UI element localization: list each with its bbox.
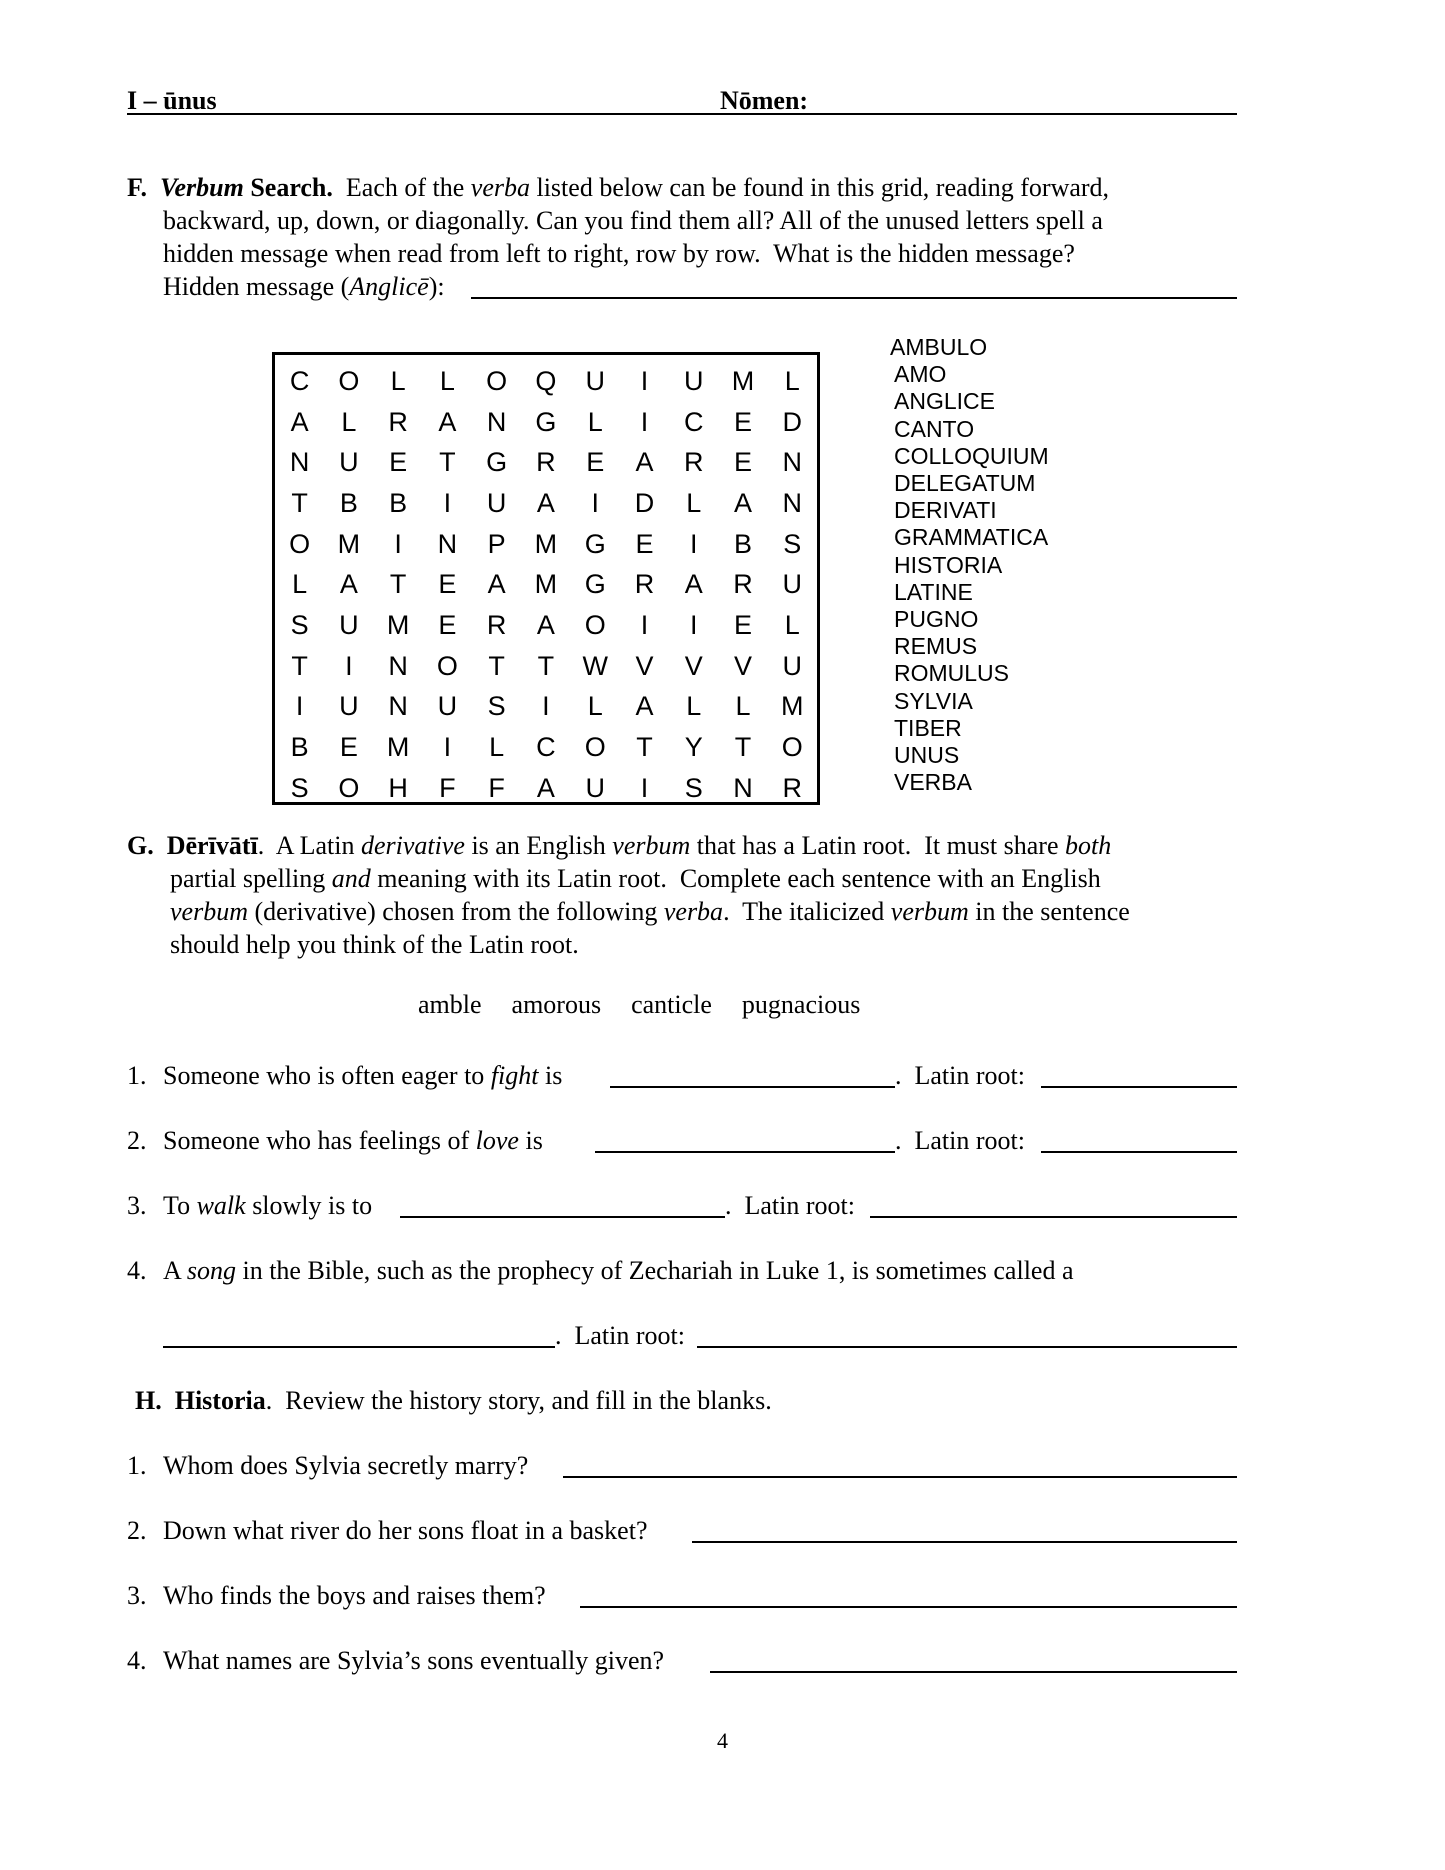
grid-cell[interactable]: N [289, 447, 310, 478]
grid-cell[interactable]: L [489, 732, 505, 763]
question-italic: walk [196, 1191, 246, 1220]
latin-root-label: Latin root: [914, 1061, 1025, 1090]
grid-cell[interactable]: M [337, 528, 361, 559]
grid-cell[interactable]: I [689, 528, 698, 559]
derivative-choice: pugnacious [741, 990, 861, 1019]
question-number: 3. [127, 1581, 147, 1610]
h-answer-2-blank[interactable] [692, 1541, 1237, 1543]
grid-cell[interactable]: L [686, 487, 702, 518]
grid-cell[interactable]: I [640, 772, 649, 803]
grid-cell[interactable]: I [640, 406, 649, 437]
question-text: What names are Sylvia’s sons eventually given? [163, 1646, 665, 1675]
grid-cell[interactable]: F [488, 772, 505, 803]
section-h-letter: H. [135, 1386, 162, 1415]
grid-cell[interactable]: E [635, 528, 654, 559]
grid-cell[interactable]: Y [684, 732, 703, 763]
grid-cell[interactable]: U [339, 691, 359, 722]
question-text: Down what river do her sons float in a basket? [163, 1516, 648, 1545]
grid-cell[interactable]: M [731, 365, 755, 396]
section-g-text: meaning with its Latin root. Complete each sentence with an English [370, 864, 1101, 893]
word-list-item: VERBA [894, 769, 972, 796]
grid-cell[interactable]: T [439, 447, 456, 478]
word-list-item: HISTORIA [894, 551, 1003, 578]
section-g-line2 [170, 862, 1101, 895]
grid-cell[interactable]: U [339, 609, 359, 640]
grid-cell[interactable]: D [782, 406, 803, 437]
word-list-item: GRAMMATICA [894, 524, 1049, 551]
section-g-text: in the sentence [968, 897, 1130, 926]
grid-cell[interactable]: T [389, 569, 407, 600]
grid-cell[interactable]: O [486, 365, 508, 396]
section-g-line1 [127, 829, 1111, 862]
word-list-item: DELEGATUM [894, 470, 1036, 497]
grid-cell[interactable]: L [784, 365, 800, 396]
question-text: Someone who is often eager to [163, 1061, 491, 1090]
grid-cell[interactable]: C [536, 732, 556, 763]
question-italic: fight [490, 1061, 539, 1090]
grid-cell[interactable]: S [290, 772, 309, 803]
grid-cell[interactable]: E [389, 447, 408, 478]
g-question-4 [127, 1254, 1074, 1287]
grid-row [275, 524, 817, 565]
grid-cell[interactable]: V [684, 650, 703, 681]
grid-cell[interactable]: M [781, 691, 804, 722]
grid-cell[interactable]: A [339, 569, 358, 600]
grid-cell[interactable]: S [684, 772, 703, 803]
question-number: 4. [127, 1256, 147, 1285]
grid-cell[interactable]: R [634, 569, 655, 600]
grid-cell[interactable]: I [640, 365, 649, 396]
period: . [555, 1321, 562, 1350]
hidden-message-label [163, 270, 445, 303]
g-answer-1-blank[interactable] [610, 1086, 895, 1088]
section-g-line4: should help you think of the Latin root. [170, 930, 579, 959]
grid-cell[interactable]: I [394, 528, 402, 559]
grid-cell[interactable]: H [388, 772, 408, 803]
grid-cell[interactable]: O [436, 650, 458, 681]
g-q1-root-label [895, 1059, 1025, 1092]
grid-cell[interactable]: O [338, 365, 360, 396]
question-text: A [163, 1256, 187, 1285]
word-search-grid [272, 352, 820, 805]
grid-cell[interactable]: U [339, 447, 359, 478]
grid-cell[interactable]: T [488, 650, 505, 681]
period: . [895, 1126, 902, 1155]
g-question-3 [127, 1189, 379, 1222]
word-list-item: SYLVIA [894, 687, 973, 714]
grid-cell[interactable]: U [437, 691, 458, 722]
header-rule [127, 113, 1237, 115]
grid-cell[interactable]: E [438, 609, 457, 640]
g-root-2-blank[interactable] [1041, 1151, 1237, 1153]
grid-cell[interactable]: C [289, 365, 310, 396]
section-g-italic: derivative [360, 831, 465, 860]
grid-cell[interactable]: S [487, 691, 506, 722]
grid-cell[interactable]: L [587, 691, 603, 722]
word-list-item: AMO [894, 361, 947, 388]
h-question-4 [127, 1644, 664, 1677]
section-g-italic: verbum [612, 831, 691, 860]
period: . [895, 1061, 902, 1090]
section-h-title: Historia [174, 1386, 266, 1415]
grid-cell[interactable]: O [338, 772, 360, 803]
derivative-choice: canticle [631, 990, 712, 1019]
grid-cell[interactable]: M [386, 609, 410, 640]
grid-cell[interactable]: E [586, 447, 605, 478]
h-question-2 [127, 1514, 647, 1547]
section-f-text: Each of the [332, 173, 471, 202]
grid-cell[interactable]: I [591, 487, 599, 518]
word-list-item: LATINE [894, 578, 973, 605]
grid-cell[interactable]: A [290, 406, 309, 437]
section-g-italic: verbum [890, 897, 969, 926]
grid-cell[interactable]: S [290, 609, 309, 640]
word-list-item: AMBULO [890, 334, 988, 360]
g-answer-2-blank[interactable] [595, 1151, 895, 1153]
grid-cell[interactable]: E [733, 447, 752, 478]
section-g-italic: and [331, 864, 371, 893]
grid-cell[interactable]: W [582, 650, 608, 681]
grid-cell[interactable]: I [689, 609, 698, 640]
question-number: 1. [127, 1451, 147, 1480]
grid-cell[interactable]: F [439, 772, 456, 803]
g-answer-4-blank[interactable] [163, 1346, 555, 1348]
latin-root-label: Latin root: [914, 1126, 1025, 1155]
header-name-label: Nōmen: [720, 86, 809, 115]
question-text: is [518, 1126, 550, 1155]
word-list-item: DERIVATI [894, 497, 997, 524]
g-answer-3-blank[interactable] [400, 1216, 725, 1218]
grid-cell[interactable]: V [733, 650, 752, 681]
grid-cell[interactable]: M [534, 528, 558, 559]
question-text: Whom does Sylvia secretly marry? [163, 1451, 529, 1480]
g-root-3-blank[interactable] [870, 1216, 1237, 1218]
section-g-italic: both [1065, 831, 1112, 860]
grid-cell[interactable]: U [683, 365, 704, 396]
grid-row [275, 687, 817, 728]
question-number: 3. [127, 1191, 147, 1220]
h-answer-4-blank[interactable] [710, 1671, 1237, 1673]
grid-cell[interactable]: T [291, 650, 308, 681]
grid-cell[interactable]: M [386, 732, 410, 763]
grid-cell[interactable]: C [683, 406, 704, 437]
grid-cell[interactable]: O [584, 732, 606, 763]
section-g-text: that has a Latin root. It must share [690, 831, 1066, 860]
grid-cell[interactable]: A [536, 487, 555, 518]
section-g-letter: G. [127, 831, 154, 860]
grid-cell[interactable]: A [635, 447, 654, 478]
grid-cell[interactable]: N [733, 772, 753, 803]
section-f-line2: backward, up, down, or diagonally. Can you find them all? All of the unused letters spell a [163, 206, 1103, 235]
word-list-item: COLLOQUIUM [894, 442, 1049, 469]
grid-cell[interactable]: R [782, 772, 803, 803]
section-g-title: Dērīvātī [166, 831, 258, 860]
question-text: Who finds the boys and raises them? [163, 1581, 546, 1610]
question-number: 2. [127, 1516, 147, 1545]
grid-cell[interactable]: A [733, 487, 752, 518]
grid-cell[interactable]: T [537, 650, 555, 681]
grid-row [275, 646, 817, 687]
g-root-4-blank[interactable] [697, 1346, 1237, 1348]
word-list-item: ROMULUS [894, 660, 1010, 687]
section-f-italic-verba: verba [470, 173, 530, 202]
grid-row [275, 483, 817, 524]
grid-row [275, 727, 817, 768]
grid-cell[interactable]: B [339, 487, 358, 518]
grid-cell[interactable]: T [734, 732, 752, 763]
grid-cell[interactable]: B [733, 528, 752, 559]
word-list-item: CANTO [894, 415, 975, 442]
grid-cell[interactable]: O [781, 732, 803, 763]
grid-cell[interactable]: R [683, 447, 704, 478]
grid-cell[interactable]: T [636, 732, 653, 763]
section-g-line3 [170, 895, 1130, 928]
grid-row [275, 768, 817, 809]
section-h-intro: . Review the history story, and fill in the blanks. [265, 1386, 772, 1415]
g-root-1-blank[interactable] [1041, 1086, 1237, 1088]
derivative-choice: amorous [511, 990, 602, 1019]
grid-cell[interactable]: P [487, 528, 506, 559]
derivative-choices [418, 990, 890, 1020]
question-italic: song [186, 1256, 236, 1285]
grid-cell[interactable]: I [295, 691, 304, 722]
grid-cell[interactable]: Q [535, 365, 557, 396]
grid-cell[interactable]: L [341, 406, 357, 437]
question-text: is [538, 1061, 569, 1090]
grid-cell[interactable]: U [486, 487, 507, 518]
grid-cell[interactable]: E [733, 406, 752, 437]
g-question-2 [127, 1124, 549, 1157]
word-list-item: UNUS [894, 742, 960, 769]
hidden-message-blank[interactable] [471, 297, 1237, 299]
grid-row [275, 402, 817, 443]
grid-cell[interactable]: U [585, 772, 605, 803]
grid-cell[interactable]: M [534, 569, 558, 600]
grid-cell[interactable]: B [290, 732, 309, 763]
word-search-table [275, 361, 817, 809]
word-list-item: PUGNO [894, 606, 979, 633]
grid-cell[interactable]: E [339, 732, 358, 763]
section-g-text: (derivative) chosen from the following [247, 897, 664, 926]
question-text: slowly is to [245, 1191, 379, 1220]
word-list-item: REMUS [894, 633, 978, 660]
grid-cell[interactable]: V [635, 650, 654, 681]
grid-cell[interactable]: O [584, 609, 606, 640]
grid-cell[interactable]: G [584, 528, 606, 559]
grid-cell[interactable]: A [487, 569, 506, 600]
question-italic: love [475, 1126, 519, 1155]
h-question-3 [127, 1579, 546, 1612]
h-answer-1-blank[interactable] [563, 1476, 1237, 1478]
grid-cell[interactable]: L [686, 691, 702, 722]
grid-cell[interactable]: R [486, 609, 507, 640]
g-q3-root-label [725, 1189, 855, 1222]
word-list-item: ANGLICE [894, 388, 995, 415]
grid-cell[interactable]: R [388, 406, 408, 437]
grid-cell[interactable]: I [443, 487, 452, 518]
question-number: 4. [127, 1646, 147, 1675]
section-f-text: listed below can be found in this grid, reading forward, [529, 173, 1110, 202]
section-f-line1 [127, 171, 1247, 204]
grid-cell[interactable]: A [635, 691, 654, 722]
hidden-label-text: ): [428, 272, 445, 301]
header-unit: I – ūnus [127, 86, 217, 115]
grid-cell[interactable]: N [437, 528, 458, 559]
grid-cell[interactable]: E [733, 609, 752, 640]
question-text: To [163, 1191, 197, 1220]
grid-cell[interactable]: G [535, 406, 557, 437]
grid-cell[interactable]: L [587, 406, 603, 437]
question-text: Someone who has feelings of [163, 1126, 476, 1155]
section-h-heading [135, 1384, 772, 1417]
grid-cell[interactable]: D [634, 487, 655, 518]
grid-cell[interactable]: O [289, 528, 311, 559]
section-f-title-rest: Search. [243, 173, 333, 202]
grid-cell[interactable]: I [640, 609, 649, 640]
derivative-choice: amble [418, 990, 482, 1019]
grid-cell[interactable]: A [536, 772, 555, 803]
section-g-text: . The italicized [723, 897, 891, 926]
grid-cell[interactable]: N [486, 406, 507, 437]
grid-row [275, 605, 817, 646]
page-number: 4 [717, 1728, 728, 1753]
grid-cell[interactable]: A [536, 609, 555, 640]
grid-cell[interactable]: U [585, 365, 605, 396]
grid-cell[interactable]: N [388, 691, 408, 722]
grid-cell[interactable]: I [345, 650, 353, 681]
grid-cell[interactable]: E [438, 569, 457, 600]
grid-cell[interactable]: L [390, 365, 406, 396]
question-number: 1. [127, 1061, 147, 1090]
grid-cell[interactable]: L [439, 365, 455, 396]
grid-cell[interactable]: B [389, 487, 408, 518]
latin-root-label: Latin root: [744, 1191, 855, 1220]
section-g-text: partial spelling [170, 864, 332, 893]
section-f-title-italic: Verbum [160, 173, 244, 202]
section-g-italic: verbum [170, 897, 248, 926]
grid-cell[interactable]: I [443, 732, 452, 763]
grid-cell[interactable]: R [536, 447, 556, 478]
hidden-label-italic: Anglicē [349, 272, 429, 301]
section-f-letter: F. [127, 173, 147, 202]
grid-cell[interactable]: A [684, 569, 703, 600]
latin-root-label: Latin root: [574, 1321, 685, 1350]
section-f-line3: hidden message when read from left to right, row by row. What is the hidden message? [163, 239, 1075, 268]
grid-cell[interactable]: N [782, 487, 803, 518]
question-number: 2. [127, 1126, 147, 1155]
grid-cell[interactable]: L [292, 569, 308, 600]
grid-cell[interactable]: A [438, 406, 457, 437]
h-question-1 [127, 1449, 528, 1482]
section-g-italic: verba [663, 897, 724, 926]
hidden-label-text: Hidden message ( [163, 272, 350, 301]
question-text: in the Bible, such as the prophecy of Zechariah in Luke 1, is sometimes called a [235, 1256, 1074, 1285]
grid-cell[interactable]: R [733, 569, 753, 600]
grid-cell[interactable]: U [782, 650, 803, 681]
grid-cell[interactable]: T [291, 487, 308, 518]
grid-cell[interactable]: U [782, 569, 803, 600]
grid-row [275, 442, 817, 483]
word-list [890, 334, 1049, 796]
g-q2-root-label [895, 1124, 1025, 1157]
g-q4-root-label [555, 1319, 685, 1352]
grid-cell[interactable]: G [584, 569, 606, 600]
grid-cell[interactable]: S [783, 528, 802, 559]
section-g-text: is an English [464, 831, 613, 860]
word-list-item: TIBER [894, 714, 962, 741]
h-answer-3-blank[interactable] [580, 1606, 1237, 1608]
section-g-text: . A Latin [257, 831, 361, 860]
grid-row [275, 361, 817, 402]
grid-cell[interactable]: L [735, 691, 751, 722]
grid-cell[interactable]: I [542, 691, 550, 722]
grid-cell[interactable]: N [388, 650, 408, 681]
grid-cell[interactable]: G [486, 447, 508, 478]
grid-cell[interactable]: L [784, 609, 800, 640]
grid-row [275, 564, 817, 605]
g-question-1 [127, 1059, 569, 1092]
period: . [725, 1191, 732, 1220]
grid-cell[interactable]: N [782, 447, 803, 478]
